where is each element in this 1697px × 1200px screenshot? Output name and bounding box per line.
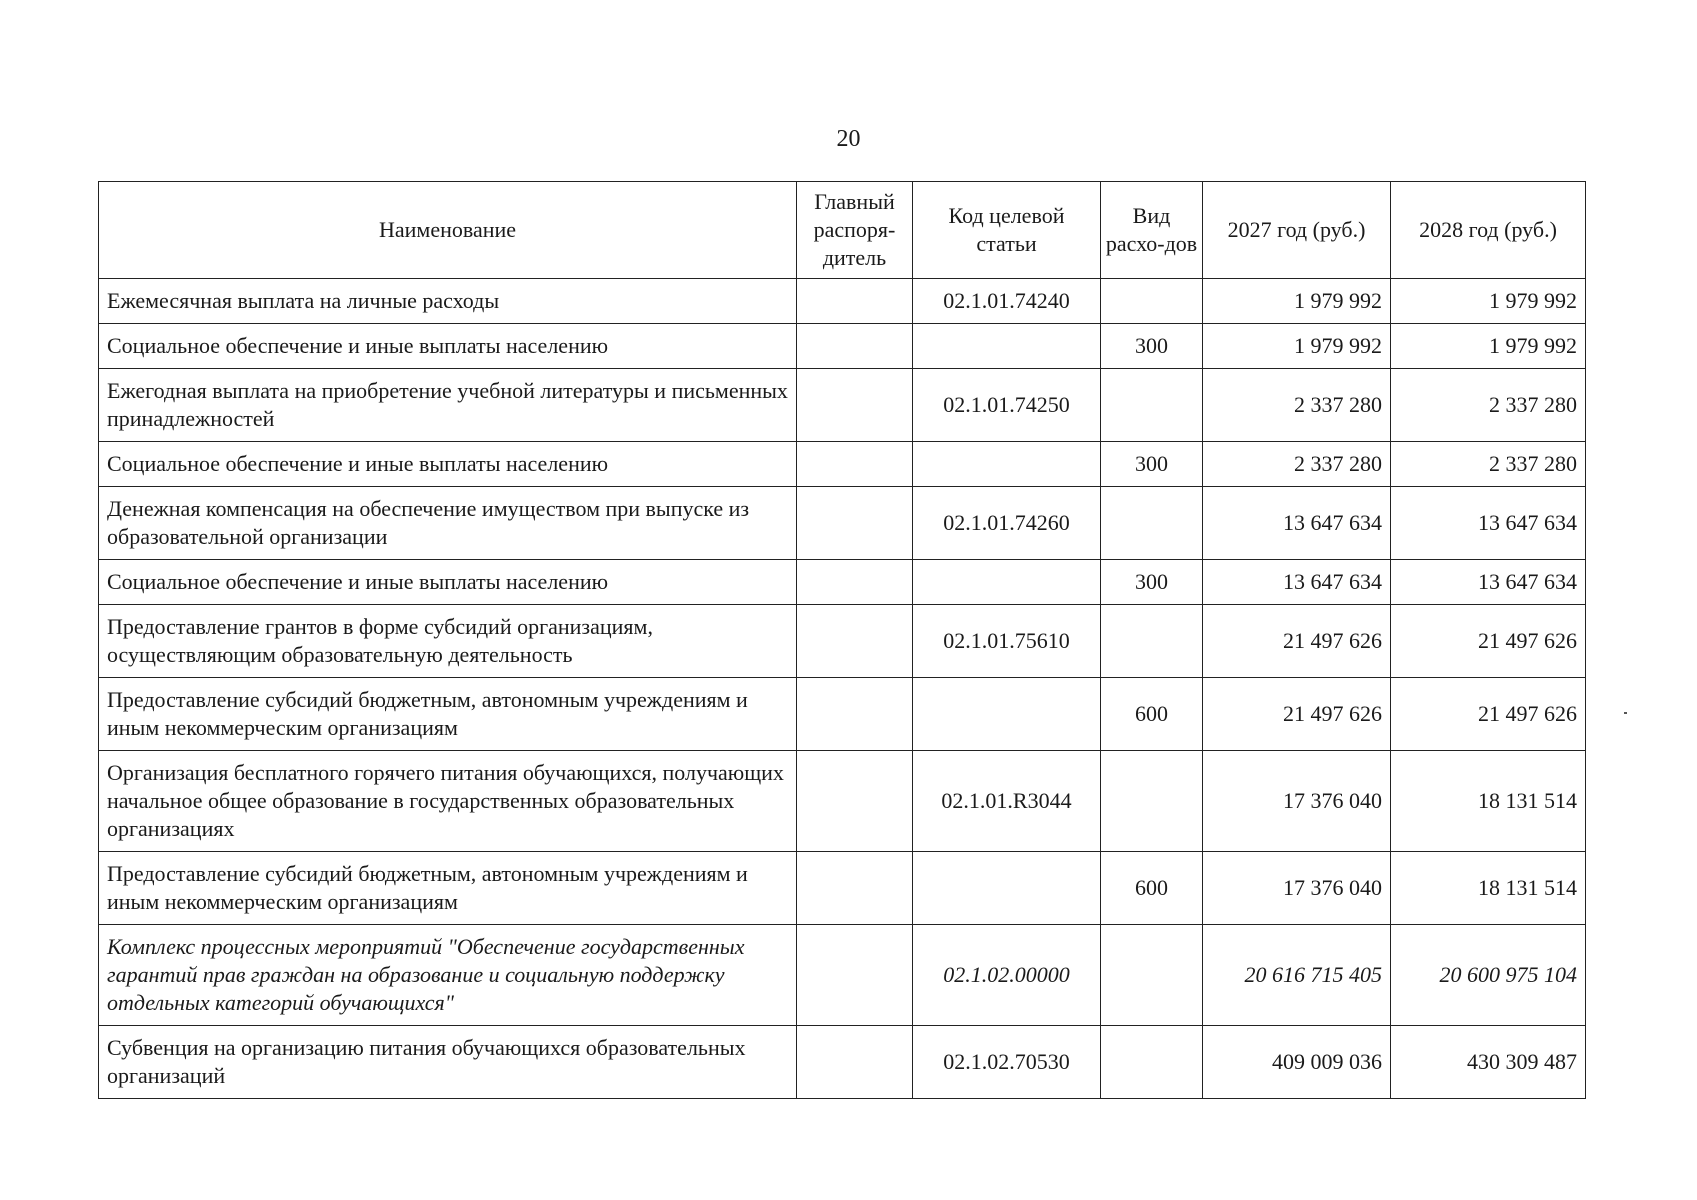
row-2028: 2 337 280 — [1391, 442, 1586, 487]
row-type: 300 — [1101, 560, 1203, 605]
row-manager — [797, 324, 913, 369]
row-type — [1101, 279, 1203, 324]
table-row — [99, 324, 1586, 369]
row-type — [1101, 751, 1203, 852]
row-2028: 2 337 280 — [1391, 369, 1586, 442]
row-manager — [797, 852, 913, 925]
row-name: Социальное обеспечение и иные выплаты населению — [99, 560, 797, 605]
row-2028: 430 309 487 — [1391, 1026, 1586, 1099]
row-manager — [797, 369, 913, 442]
row-type: 300 — [1101, 442, 1203, 487]
page-number: 20 — [836, 126, 861, 152]
row-2028: 18 131 514 — [1391, 751, 1586, 852]
row-code: 02.1.01.74250 — [913, 369, 1101, 442]
header-expense-type: Вид расхо-дов — [1101, 182, 1203, 279]
row-code — [913, 324, 1101, 369]
row-code: 02.1.01.75610 — [913, 605, 1101, 678]
row-2028: 13 647 634 — [1391, 560, 1586, 605]
row-2028: 21 497 626 — [1391, 605, 1586, 678]
row-2027: 1 979 992 — [1203, 279, 1391, 324]
row-name: Социальное обеспечение и иные выплаты населению — [99, 324, 797, 369]
row-code: 02.1.01.74240 — [913, 279, 1101, 324]
row-type — [1101, 605, 1203, 678]
table-row — [99, 279, 1586, 324]
row-manager — [797, 442, 913, 487]
table-row — [99, 751, 1586, 852]
row-code: 02.1.01.74260 — [913, 487, 1101, 560]
row-2028: 13 647 634 — [1391, 487, 1586, 560]
row-manager — [797, 751, 913, 852]
row-type — [1101, 487, 1203, 560]
row-manager — [797, 1026, 913, 1099]
row-2027: 1 979 992 — [1203, 324, 1391, 369]
row-type — [1101, 925, 1203, 1026]
row-name: Комплекс процессных мероприятий "Обеспечение государственных гарантий прав граждан на образование и социальную поддержку отдельных категорий обучающихся" — [99, 925, 797, 1026]
table-row — [99, 605, 1586, 678]
row-manager — [797, 605, 913, 678]
table-row — [99, 1026, 1586, 1099]
header-main-manager: Главный распоря-дитель — [797, 182, 913, 279]
row-2027: 17 376 040 — [1203, 852, 1391, 925]
row-name: Субвенция на организацию питания обучающихся образовательных организаций — [99, 1026, 797, 1099]
table-header-row — [99, 182, 1586, 279]
row-2027: 17 376 040 — [1203, 751, 1391, 852]
row-code: 02.1.02.70530 — [913, 1026, 1101, 1099]
row-2027: 409 009 036 — [1203, 1026, 1391, 1099]
row-name: Предоставление субсидий бюджетным, автономным учреждениям и иным некоммерческим организациям — [99, 678, 797, 751]
row-code — [913, 678, 1101, 751]
row-2028: 18 131 514 — [1391, 852, 1586, 925]
row-2027: 21 497 626 — [1203, 605, 1391, 678]
row-name: Ежегодная выплата на приобретение учебной литературы и письменных принадлежностей — [99, 369, 797, 442]
row-manager — [797, 678, 913, 751]
row-name: Организация бесплатного горячего питания обучающихся, получающих начальное общее образование в государственных образовательных организациях — [99, 751, 797, 852]
row-2028: 1 979 992 — [1391, 279, 1586, 324]
row-name: Предоставление субсидий бюджетным, автономным учреждениям и иным некоммерческим организациям — [99, 852, 797, 925]
row-name: Ежемесячная выплата на личные расходы — [99, 279, 797, 324]
row-manager — [797, 487, 913, 560]
row-manager — [797, 560, 913, 605]
table-row — [99, 560, 1586, 605]
row-2027: 2 337 280 — [1203, 369, 1391, 442]
table-row — [99, 852, 1586, 925]
table-row — [99, 369, 1586, 442]
row-2027: 20 616 715 405 — [1203, 925, 1391, 1026]
row-2028: 20 600 975 104 — [1391, 925, 1586, 1026]
row-code: 02.1.01.R3044 — [913, 751, 1101, 852]
table-row — [99, 442, 1586, 487]
row-type — [1101, 369, 1203, 442]
scan-speck — [1624, 712, 1627, 714]
row-type: 600 — [1101, 678, 1203, 751]
header-target-code: Код целевой статьи — [913, 182, 1101, 279]
row-code: 02.1.02.00000 — [913, 925, 1101, 1026]
header-year-2027: 2027 год (руб.) — [1203, 182, 1391, 279]
row-manager — [797, 279, 913, 324]
row-2028: 1 979 992 — [1391, 324, 1586, 369]
row-code — [913, 442, 1101, 487]
row-type — [1101, 1026, 1203, 1099]
row-type: 300 — [1101, 324, 1203, 369]
row-name: Денежная компенсация на обеспечение имуществом при выпуске из образовательной организации — [99, 487, 797, 560]
header-year-2028: 2028 год (руб.) — [1391, 182, 1586, 279]
row-code — [913, 852, 1101, 925]
row-2028: 21 497 626 — [1391, 678, 1586, 751]
row-name: Предоставление грантов в форме субсидий организациям, осуществляющим образовательную деятельность — [99, 605, 797, 678]
row-2027: 21 497 626 — [1203, 678, 1391, 751]
table-row — [99, 678, 1586, 751]
table-row — [99, 487, 1586, 560]
row-2027: 2 337 280 — [1203, 442, 1391, 487]
row-name: Социальное обеспечение и иные выплаты населению — [99, 442, 797, 487]
budget-table — [98, 181, 1586, 1099]
header-name: Наименование — [99, 182, 797, 279]
row-type: 600 — [1101, 852, 1203, 925]
table-row — [99, 925, 1586, 1026]
row-2027: 13 647 634 — [1203, 487, 1391, 560]
row-2027: 13 647 634 — [1203, 560, 1391, 605]
row-manager — [797, 925, 913, 1026]
row-code — [913, 560, 1101, 605]
